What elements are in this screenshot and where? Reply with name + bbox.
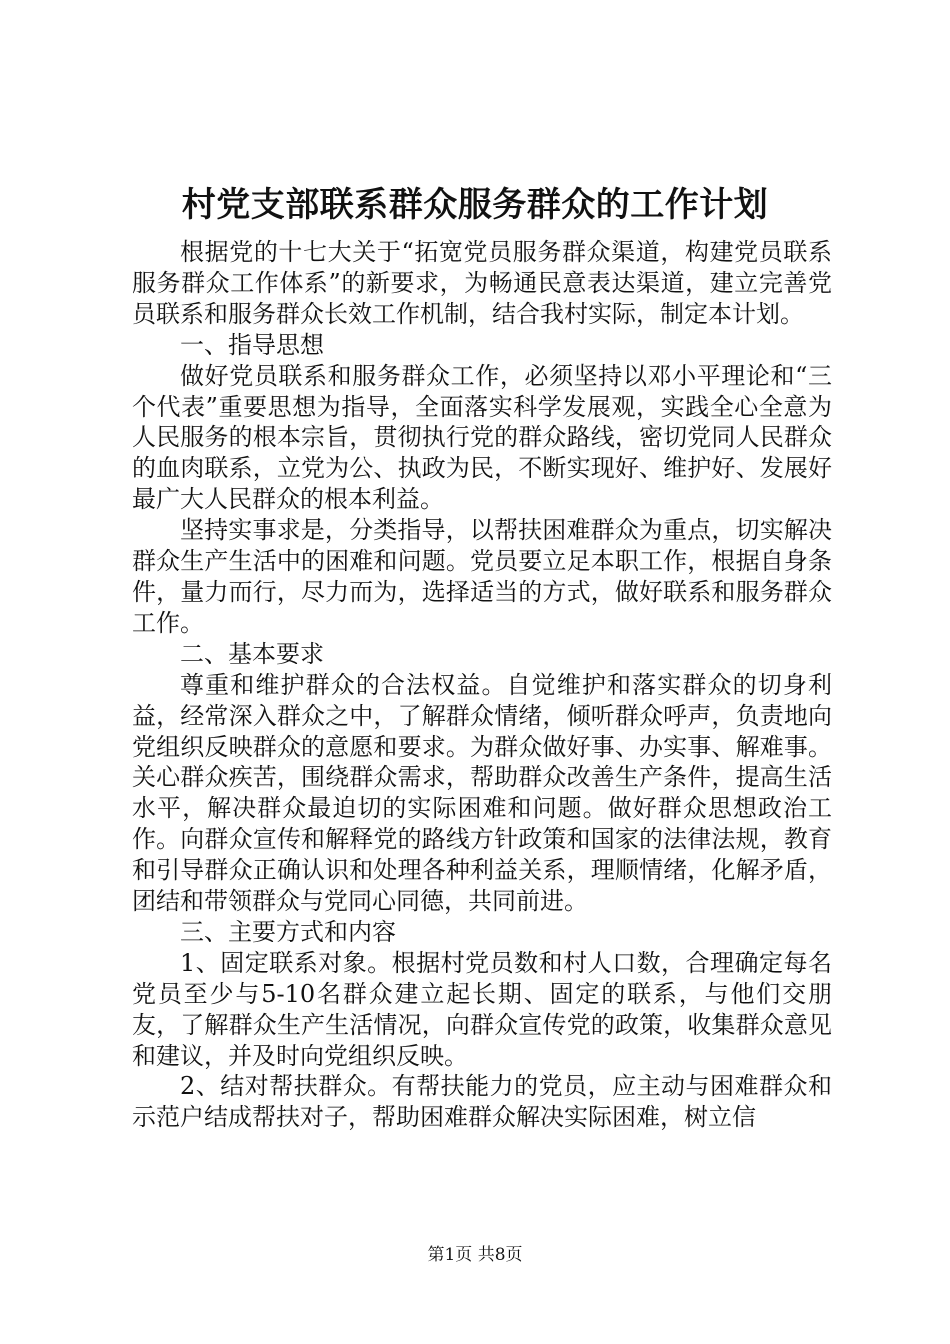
- section-heading-guiding-ideology: 一、指导思想: [180, 330, 324, 359]
- paragraph-method-1: 1、固定联系对象。根据村党员数和村人口数，合理确定每名党员至少与5-10名群众建立起长期、固定的联系，与他们交朋友，了解群众生产生活情况，向群众宣传党的政策，收集群众意见和建议，并及时向党组织反映。: [132, 948, 832, 1070]
- paragraph-principles: 坚持实事求是，分类指导，以帮扶困难群众为重点，切实解决群众生产生活中的困难和问题。党员要立足本职工作，根据自身条件，量力而行，尽力而为，选择适当的方式，做好联系和服务群众工作。: [132, 516, 832, 637]
- paragraph-guiding-ideology: 做好党员联系和服务群众工作，必须坚持以邓小平理论和“三个代表”重要思想为指导，全面落实科学发展观，实践全心全意为人民服务的根本宗旨，贯彻执行党的群众路线，密切党同人民群众的血肉联系，立党为公、执政为民，不断实现好、维护好、发展好最广大人民群众的根本利益。: [132, 361, 832, 514]
- section-heading-basic-requirements: 二、基本要求: [180, 639, 324, 668]
- paragraph-basic-requirements: 尊重和维护群众的合法权益。自觉维护和落实群众的切身利益，经常深入群众之中，了解群众情绪，倾听群众呼声，负责地向党组织反映群众的意愿和要求。为群众做好事、办实事、解难事。关心群众疾苦，围绕群众需求，帮助群众改善生产条件，提高生活水平，解决群众最迫切的实际困难和问题。做好群众思想政治工作。向群众宣传和解释党的路线方针政策和国家的法律法规，教育和引导群众正确认识和处理各种利益关系，理顺情绪，化解矛盾，团结和带领群众与党同心同德，共同前进。: [132, 670, 832, 916]
- paragraph-method-2: 2、结对帮扶群众。有帮扶能力的党员，应主动与困难群众和示范户结成帮扶对子，帮助困难群众解决实际困难，树立信: [132, 1072, 832, 1132]
- document-body: [132, 237, 832, 1133]
- page-number-footer: 第1页 共8页: [427, 1245, 523, 1265]
- document-title: 村党支部联系群众服务群众的工作计划: [181, 185, 769, 225]
- paragraph-intro: 根据党的十七大关于“拓宽党员服务群众渠道，构建党员联系服务群众工作体系”的新要求，为畅通民意表达渠道，建立完善党员联系和服务群众长效工作机制，结合我村实际，制定本计划。: [132, 238, 832, 328]
- section-heading-methods: 三、主要方式和内容: [180, 917, 396, 946]
